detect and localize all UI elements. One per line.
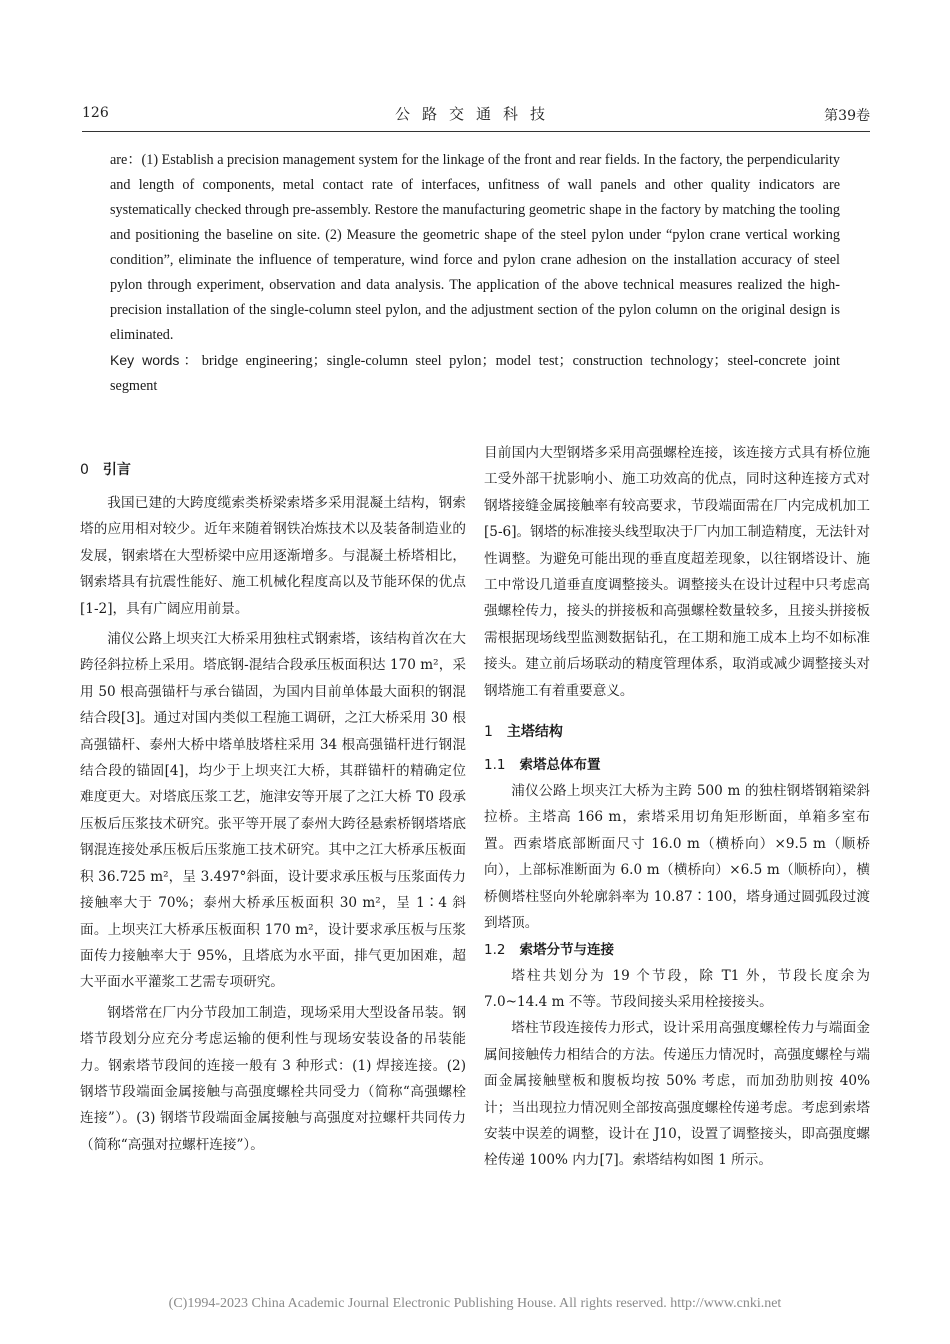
section-title: 引言 <box>102 462 131 478</box>
section-number: 0 <box>80 462 89 478</box>
subsection-heading-1-2 <box>484 937 870 963</box>
subsection-heading-1-1 <box>484 752 870 778</box>
copyright-footer: (C)1994-2023 China Academic Journal Electronic Publishing House. All rights reserved. http://www.cnki.net <box>168 1296 782 1311</box>
paragraph: 我国已建的大跨度缆索类桥梁索塔多采用混凝土结构，钢索塔的应用相对较少。近年来随着钢铁冶炼技术以及装备制造业的发展，钢索塔在大型桥梁中应用逐渐增多。与混凝土桥塔相比，钢索塔具有抗震性能好、施工机械化程度高以及节能环保的优点[1-2]，具有广阔应用前景。 <box>80 495 466 617</box>
header-rule <box>82 131 870 132</box>
subsection-number: 1.2 <box>484 941 506 958</box>
section-heading-1 <box>484 718 870 746</box>
abstract-block <box>110 148 840 399</box>
left-column <box>80 452 466 1158</box>
section-number: 1 <box>484 724 493 741</box>
paragraph-continued: 目前国内大型钢塔多采用高强螺栓连接，该连接方式具有桥位施工受外部干扰影响小、施工功效高的优点，同时这种连接方式对钢塔接缝金属接触率有较高要求，节段端面需在厂内完成机加工[5-6]。钢塔的标准接头线型取决于厂内加工制造精度，无法针对性调整。为避免可能出现的垂直度超差现象，以往钢塔设计、施工中常设几道垂直度调整接头。调整接头在设计过程中只考虑高强螺栓传力，接头的拼接板和高强螺栓数量较多，且接头拼接板需根据现场线型监测数据钻孔，在工期和施工成本上均不如标准接头。建立前后场联动的精度管理体系，取消或减少调整接头对钢塔施工有着重要意义。 <box>484 445 870 699</box>
subsection-title: 索塔分节与连接 <box>519 941 614 958</box>
journal-title: 公路交通科技 <box>394 105 557 123</box>
abstract-text: are：(1) Establish a precision management system for the linkage of the front and rear fields. In the factory, the perpendicularity and length of components, metal contact rate of interfaces, unfitness of wall panels and other quality indicators are systematically checked through pre-assembly. Restore the manufacturing geometric shape in the factory by matching the tooling and positioning the baseline on site. (2) Measure the geometric shape of the steel pylon under “pylon crane vertical working condition”, eliminate the influence of temperature, wind force and pylon crane adhesion on the installation accuracy of steel pylon through experiment, observation and data analysis. The application of the above technical measures realized the high-precision installation of the single-column steel pylon, and the adjustment section of the pylon column on the original design is eliminated. <box>110 152 840 343</box>
paragraph: 浦仪公路上坝夹江大桥采用独柱式钢索塔，该结构首次在大跨径斜拉桥上采用。塔底钢-混结合段承压板面积达 170 m²，采用 50 根高强锚杆与承台锚固，为国内目前单体最大面积的钢混结合段[3]。通过对国内类似工程施工调研，之江大桥采用 30 根高强锚杆、泰州大桥中塔单肢塔柱采用 34 根高强锚杆进行钢混结合段的锚固[4]，均少于上坝夹江大桥，其群锚杆的精确定位难度更大。对塔底压浆工艺，施津安等开展了之江大桥 T0 段承压板后压浆技术研究。张平等开展了泰州大跨径悬索桥钢塔塔底钢混连接处承压板后压浆施工技术研究。其中之江大桥承压板面积 36.725 m²，呈 3.497°斜面，设计要求承压板与压浆面传力接触率大于 70%；泰州大桥承压板面积 30 m²，呈 1∶4 斜面。上坝夹江大桥承压板面积 170 m²，设计要求承压板与压浆面传力接触率大于 95%，且塔底为水平面，排气更加困难，超大平面水平灌浆工艺需专项研究。 <box>80 631 466 991</box>
paragraph: 塔柱节段连接传力形式，设计采用高强度螺栓传力与端面金属间接触传力相结合的方法。传递压力情况时，高强度螺栓与端面金属接触壁板和腹板均按 50% 考虑，而加劲肋则按 40% 计；当出现拉力情况则全部按高强度螺栓传递考虑。考虑到索塔安装中误差的调整，设计在 J10，设置了调整接头，即高强度螺栓传递 100% 内力[7]。索塔结构如图 1 所示。 <box>484 1020 870 1169</box>
paragraph: 塔柱共划分为 19 个节段，除 T1 外，节段长度余为 7.0~14.4 m 不等。节段间接头采用栓接接头。 <box>484 967 870 1010</box>
page-header <box>82 103 870 127</box>
section-title: 主塔结构 <box>506 724 563 741</box>
subsection-title: 索塔总体布置 <box>519 757 601 774</box>
paragraph: 钢塔常在厂内分节段加工制造，现场采用大型设备吊装。钢塔节段划分应充分考虑运输的便利性与现场安装设备的吊装能力。钢索塔节段间的连接一般有 3 种形式：(1) 焊接连接。(2) 钢塔节段端面金属接触与高强度螺栓共同受力（简称“高强螺栓连接”）。(3) 钢塔节段端面金属接触与高强度对拉螺杆共同传力（简称“高强对拉螺杆连接”）。 <box>80 1004 466 1153</box>
subsection-number: 1.1 <box>484 757 506 774</box>
volume-label: 第39卷 <box>824 108 870 124</box>
page-number: 126 <box>82 105 109 121</box>
keywords-line <box>110 348 840 399</box>
keywords-label: Key words <box>110 352 180 368</box>
right-column <box>484 440 870 1174</box>
section-heading-0 <box>80 456 466 484</box>
keywords-text: ：bridge engineering；single-column steel pylon；model test；construction technology；steel-concrete joint segment <box>110 353 840 394</box>
paragraph: 浦仪公路上坝夹江大桥为主跨 500 m 的独柱钢塔钢箱梁斜拉桥。主塔高 166 m，索塔采用切角矩形断面，单箱多室布置。西索塔底部断面尺寸 16.0 m（横桥向）×9.5 m（顺桥向），上部标准断面为 6.0 m（横桥向）×6.5 m（顺桥向），横桥侧塔柱竖向外轮廓斜率为 10.87∶100，塔身通过圆弧段过渡到塔顶。 <box>484 783 870 932</box>
